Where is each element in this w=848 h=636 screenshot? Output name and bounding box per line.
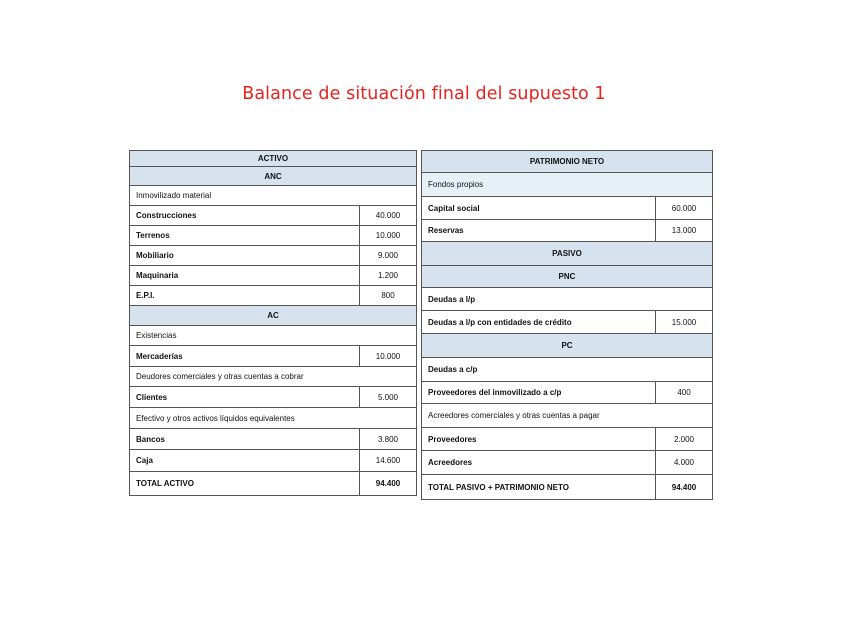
row-value: 3.800 bbox=[359, 429, 416, 449]
row-value: 14.600 bbox=[359, 450, 416, 471]
deudas-lp-label: Deudas a l/p bbox=[428, 294, 476, 304]
patrimonio-neto-label: PATRIMONIO NETO bbox=[529, 157, 605, 166]
row-label: Construcciones bbox=[136, 211, 197, 220]
total-activo-row bbox=[129, 472, 417, 496]
row-label: Proveedores del inmovilizado a c/p bbox=[428, 388, 562, 397]
table-row bbox=[421, 451, 713, 475]
row-value: 9.000 bbox=[359, 246, 416, 265]
pasivo-header bbox=[421, 242, 713, 266]
row-value: 5.000 bbox=[359, 387, 416, 407]
existencias-label: Existencias bbox=[136, 331, 177, 340]
total-pasivo-value: 94.400 bbox=[655, 475, 712, 499]
anc-header bbox=[129, 167, 417, 186]
pc-header-label: PC bbox=[561, 341, 573, 350]
row-label: Mercaderías bbox=[136, 351, 183, 361]
table-row bbox=[421, 428, 713, 451]
page-title: Balance de situación final del supuesto 1 bbox=[242, 84, 606, 104]
fondos-propios-label: Fondos propios bbox=[428, 180, 484, 189]
pasivo-table bbox=[421, 150, 713, 500]
table-row bbox=[421, 197, 713, 220]
table-row bbox=[421, 220, 713, 242]
row-label: Proveedores bbox=[428, 434, 477, 444]
row-label: Terrenos bbox=[136, 231, 170, 240]
row-value: 10.000 bbox=[359, 346, 416, 366]
table-row bbox=[129, 429, 417, 450]
table-row bbox=[129, 246, 417, 266]
row-value: 40.000 bbox=[359, 206, 416, 225]
total-activo-value: 94.400 bbox=[359, 472, 416, 495]
deudas-cp-row bbox=[421, 358, 713, 382]
row-label: Mobiliario bbox=[136, 251, 174, 260]
table-row bbox=[129, 266, 417, 286]
row-label: Bancos bbox=[136, 434, 165, 444]
table-row bbox=[129, 286, 417, 306]
inmovilizado-row bbox=[129, 186, 417, 206]
total-pasivo-label: TOTAL PASIVO + PATRIMONIO NETO bbox=[428, 482, 569, 492]
table-row bbox=[421, 382, 713, 404]
deudores-label: Deudores comerciales y otras cuentas a cobrar bbox=[136, 372, 304, 381]
acreedores-group-label: Acreedores comerciales y otras cuentas a pagar bbox=[428, 411, 600, 420]
pnc-header-label: PNC bbox=[558, 272, 576, 281]
table-row bbox=[421, 311, 713, 334]
row-value: 13.000 bbox=[655, 220, 712, 241]
row-label: Clientes bbox=[136, 392, 168, 402]
existencias-row bbox=[129, 326, 417, 346]
row-value: 4.000 bbox=[655, 451, 712, 474]
row-label: Caja bbox=[136, 456, 153, 465]
anc-header-label: ANC bbox=[264, 171, 282, 181]
row-label: E.P.I. bbox=[136, 291, 155, 300]
activo-header bbox=[129, 150, 417, 167]
patrimonio-neto-header bbox=[421, 150, 713, 173]
inmovilizado-label: Inmovilizado material bbox=[136, 191, 212, 200]
row-value: 400 bbox=[655, 382, 712, 403]
row-value: 1.200 bbox=[359, 266, 416, 285]
table-row bbox=[129, 226, 417, 246]
activo-header-label: ACTIVO bbox=[257, 154, 289, 163]
deudas-lp-row bbox=[421, 288, 713, 311]
row-value: 2.000 bbox=[655, 428, 712, 450]
fondos-propios-row bbox=[421, 173, 713, 197]
row-label: Acreedores bbox=[428, 458, 473, 467]
deudas-cp-label: Deudas a c/p bbox=[428, 365, 478, 374]
efectivo-label: Efectivo y otros activos líquidos equivalentes bbox=[136, 413, 295, 423]
row-value: 800 bbox=[359, 286, 416, 305]
table-row bbox=[129, 346, 417, 367]
total-pasivo-row bbox=[421, 475, 713, 500]
table-row bbox=[129, 387, 417, 408]
table-row bbox=[129, 206, 417, 226]
row-value: 10.000 bbox=[359, 226, 416, 245]
row-label: Reservas bbox=[428, 226, 464, 235]
ac-header bbox=[129, 306, 417, 326]
total-activo-label: TOTAL ACTIVO bbox=[136, 479, 194, 488]
row-value: 60.000 bbox=[655, 197, 712, 219]
deudores-row bbox=[129, 367, 417, 387]
efectivo-row bbox=[129, 408, 417, 429]
ac-header-label: AC bbox=[267, 311, 279, 320]
pnc-header bbox=[421, 266, 713, 288]
pc-header bbox=[421, 334, 713, 358]
table-row bbox=[129, 450, 417, 472]
pasivo-header-label: PASIVO bbox=[552, 249, 582, 258]
row-label: Capital social bbox=[428, 203, 480, 213]
row-label: Deudas a l/p con entidades de crédito bbox=[428, 317, 572, 327]
acreedores-group-row bbox=[421, 404, 713, 428]
activo-table bbox=[129, 150, 417, 496]
row-label: Maquinaria bbox=[136, 271, 179, 280]
row-value: 15.000 bbox=[655, 311, 712, 333]
